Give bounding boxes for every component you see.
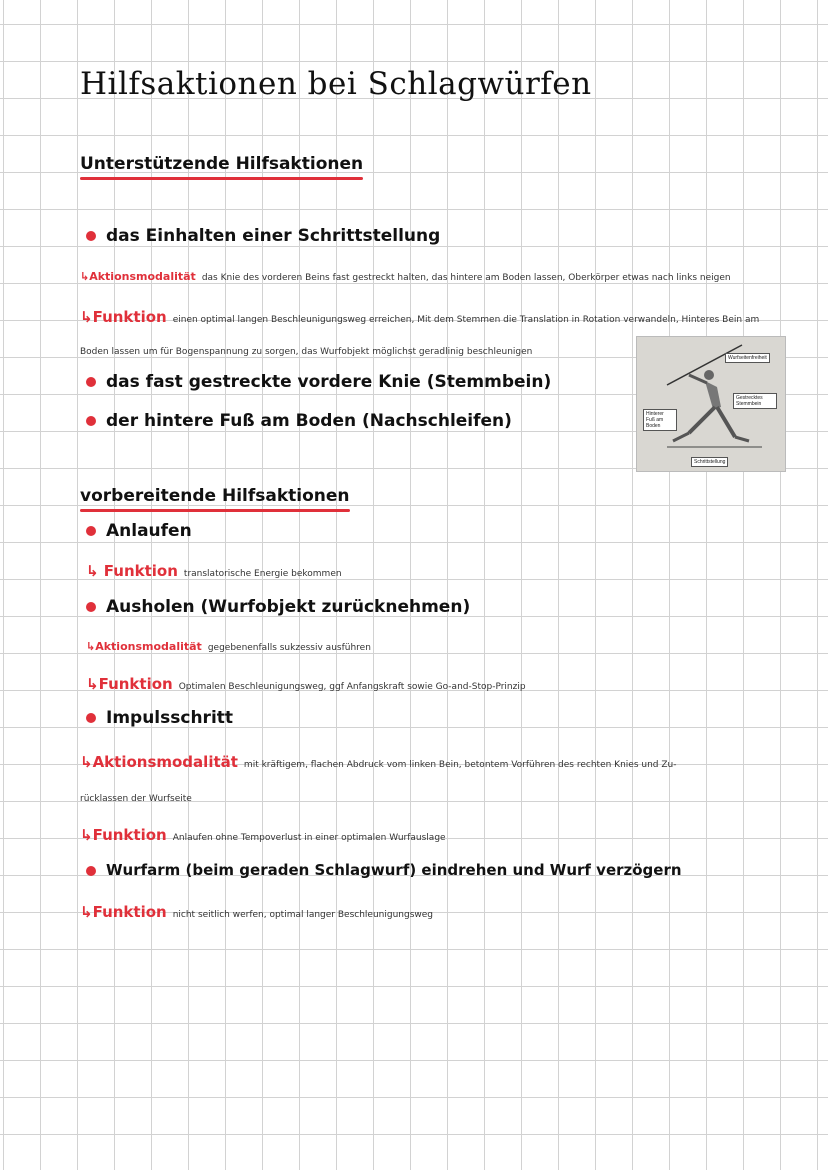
bullet-hinterer-fuss bbox=[86, 411, 512, 431]
funktion-wurfarm-line bbox=[80, 903, 433, 921]
section-heading-vorbereitende bbox=[80, 486, 350, 512]
bullet-text: Ausholen (Wurfobjekt zurücknehmen) bbox=[106, 597, 471, 617]
aktionsmodalitaet-label: ↳Aktionsmodalität bbox=[80, 270, 196, 283]
aktionsmodalitaet-impuls-line bbox=[80, 753, 676, 771]
bullet-dot-icon bbox=[86, 416, 96, 426]
bullet-wurfarm bbox=[86, 861, 682, 879]
label-wurfseitenfreiheit: Wurfseitenfreiheit bbox=[725, 353, 770, 363]
aktionsmodalitaet-label: ↳Aktionsmodalität bbox=[86, 640, 202, 653]
bullet-dot-icon bbox=[86, 713, 96, 723]
bullet-text: Anlaufen bbox=[106, 521, 192, 541]
label-gestrecktes-stemmbein: Gestrecktes Stemmbein bbox=[733, 393, 777, 409]
bullet-dot-icon bbox=[86, 866, 96, 876]
page-title: Hilfsaktionen bei Schlagwürfen bbox=[80, 66, 592, 102]
bullet-impulsschritt bbox=[86, 708, 233, 728]
bullet-dot-icon bbox=[86, 526, 96, 536]
bullet-dot-icon bbox=[86, 231, 96, 241]
bullet-text: Impulsschritt bbox=[106, 708, 234, 728]
funktion-line bbox=[80, 308, 759, 326]
funktion-label: ↳ Funktion bbox=[86, 562, 178, 580]
funktion-text: Anlaufen ohne Tempoverlust in einer optimalen Wurfauslage bbox=[172, 833, 446, 843]
bullet-anlaufen bbox=[86, 521, 192, 541]
heading-underline bbox=[80, 509, 350, 512]
section-heading-text: vorbereitende Hilfsaktionen bbox=[80, 486, 350, 506]
aktionsmodalitaet-text-2: rücklassen der Wurfseite bbox=[80, 794, 192, 804]
label-hinterer-fuss: Hinterer Fuß am Boden bbox=[643, 409, 677, 431]
funktion-text: translatorische Energie bekommen bbox=[183, 569, 342, 579]
funktion-line-2 bbox=[80, 347, 532, 357]
funktion-label: ↳Funktion bbox=[80, 308, 167, 326]
bullet-text: das Einhalten einer Schrittstellung bbox=[106, 226, 441, 246]
bullet-text: Wurfarm (beim geraden Schlagwurf) eindrehen und Wurf verzögern bbox=[106, 861, 682, 879]
bullet-ausholen bbox=[86, 597, 470, 617]
aktionsmodalitaet-line bbox=[80, 270, 731, 283]
section-heading-unterstuetzende bbox=[80, 154, 363, 180]
heading-underline bbox=[80, 177, 363, 180]
bullet-text: der hintere Fuß am Boden (Nachschleifen) bbox=[106, 411, 512, 431]
funktion-text: Optimalen Beschleunigungsweg, ggf Anfangskraft sowie Go-and-Stop-Prinzip bbox=[178, 682, 526, 692]
aktionsmodalitaet-text: mit kräftigem, flachen Abdruck vom linken Bein, betontem Vorführen des rechten Knies und Zu- bbox=[243, 760, 677, 770]
label-schrittstellung: Schrittstellung bbox=[691, 457, 728, 467]
bullet-stemmbein bbox=[86, 372, 551, 392]
funktion-ausholen-line bbox=[86, 675, 526, 693]
bullet-dot-icon bbox=[86, 377, 96, 387]
aktionsmodalitaet-ausholen-line bbox=[86, 640, 371, 653]
aktionsmodalitaet-text: gegebenenfalls sukzessiv ausführen bbox=[207, 643, 371, 653]
funktion-text-2: Boden lassen um für Bogenspannung zu sorgen, das Wurfobjekt möglichst geradlinig beschleunigen bbox=[80, 347, 533, 357]
aktionsmodalitaet-impuls-line-2 bbox=[80, 794, 192, 804]
funktion-text: einen optimal langen Beschleunigungsweg erreichen, Mit dem Stemmen die Translation in Rotation verwandeln, Hinteres Bein am bbox=[172, 315, 760, 325]
funktion-impuls-line bbox=[80, 826, 446, 844]
bullet-dot-icon bbox=[86, 602, 96, 612]
aktionsmodalitaet-label: ↳Aktionsmodalität bbox=[80, 753, 238, 771]
funktion-label: ↳Funktion bbox=[80, 903, 167, 921]
aktionsmodalitaet-text: das Knie des vorderen Beins fast gestreckt halten, das hintere am Boden lassen, Oberkörper etwas nach links neigen bbox=[201, 273, 731, 283]
funktion-anlaufen-line bbox=[86, 562, 342, 580]
funktion-label: ↳Funktion bbox=[86, 675, 173, 693]
javelin-thrower-photo bbox=[636, 336, 786, 472]
funktion-text: nicht seitlich werfen, optimal langer Beschleunigungsweg bbox=[172, 910, 434, 920]
bullet-text: das fast gestreckte vordere Knie (Stemmbein) bbox=[106, 372, 552, 392]
funktion-label: ↳Funktion bbox=[80, 826, 167, 844]
bullet-schrittstellung bbox=[86, 226, 440, 246]
section-heading-text: Unterstützende Hilfsaktionen bbox=[80, 154, 364, 174]
